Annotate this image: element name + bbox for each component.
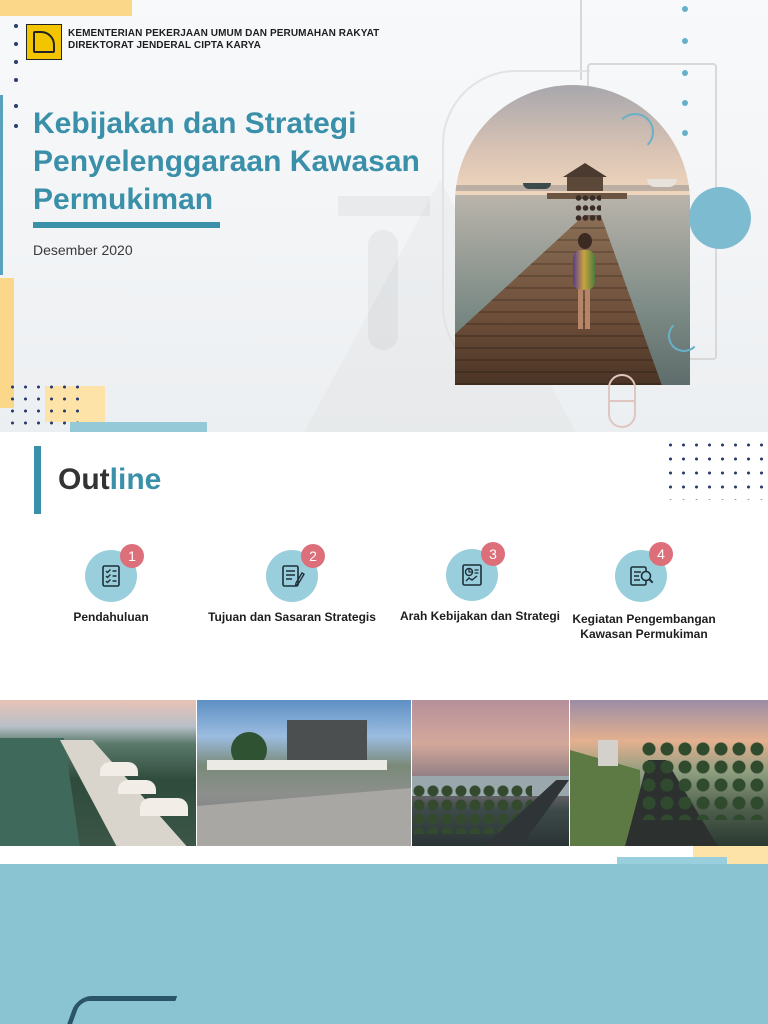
outline-item-1-label[interactable]: Pendahuluan (73, 610, 149, 624)
outline-slide (0, 432, 768, 864)
bottom-right-blue-bar (617, 857, 727, 864)
checklist-icon (96, 561, 126, 591)
render-building (287, 720, 367, 762)
left-blue-line (0, 95, 3, 275)
coastal-road-render (412, 700, 569, 846)
organization-line-1: KEMENTERIAN PEKERJAAN UMUM DAN PERUMAHAN RAKYAT (68, 28, 380, 39)
outline-item-4-label[interactable]: Kegiatan Pengembangan Kawasan Permukiman (572, 612, 716, 641)
decor-vertical-line (580, 0, 582, 80)
logo-mark (33, 31, 55, 53)
background-figure-watermark (368, 230, 398, 350)
boulevard-render (570, 700, 768, 846)
organization-line-2: DIREKTORAT JENDERAL CIPTA KARYA (68, 40, 261, 51)
decor-ring (616, 113, 654, 151)
dot (14, 104, 18, 108)
top-yellow-bar (0, 0, 132, 16)
pier-photo (455, 85, 690, 385)
dot-grid-right (664, 438, 768, 500)
document-pen-icon (277, 561, 307, 591)
hut-roof (563, 163, 607, 177)
render-building (598, 740, 618, 766)
decor-ring (668, 320, 700, 352)
cover-date: Desember 2020 (33, 242, 133, 258)
document-search-icon (626, 561, 656, 591)
people-on-pier (575, 193, 601, 223)
child-head (578, 233, 592, 249)
child-running (573, 250, 595, 290)
report-chart-icon (457, 560, 487, 590)
boat (647, 179, 677, 187)
outline-item-2-badge: 2 (301, 544, 325, 568)
outline-item-3-badge: 3 (481, 542, 505, 566)
title-line-2: Penyelenggaraan Kawasan (33, 145, 420, 178)
render-tent (118, 780, 156, 794)
boat (523, 183, 551, 189)
render-tent (140, 798, 188, 816)
plaza-render (197, 700, 411, 846)
dot (14, 60, 18, 64)
cover-title (33, 105, 433, 219)
pupr-logo-icon (26, 24, 62, 60)
waterfront-promenade-render (0, 700, 196, 846)
dot (14, 42, 18, 46)
child-legs (578, 289, 590, 329)
render-canopy (207, 760, 387, 770)
dot (14, 124, 18, 128)
title-line-3: Permukiman (33, 183, 214, 216)
dot (682, 38, 688, 44)
outline-title-part1: Out (58, 463, 110, 496)
outline-item-2-label[interactable]: Tujuan dan Sasaran Strategis (208, 610, 376, 624)
next-slide-partial (0, 864, 768, 1024)
cover-slide (0, 0, 768, 432)
dot (14, 24, 18, 28)
render-palms (640, 740, 768, 820)
dot (682, 6, 688, 12)
blue-bottom-bar (70, 422, 207, 432)
dot (14, 78, 18, 82)
title-underline (33, 222, 220, 228)
outline-title-part2: line (109, 463, 162, 496)
outline-title (58, 463, 161, 497)
render-plaza (197, 788, 411, 846)
decor-pill-line (608, 400, 636, 402)
outline-item-4-badge: 4 (649, 542, 673, 566)
title-line-1: Kebijakan dan Strategi (33, 107, 357, 140)
decor-teal-circle (689, 187, 751, 249)
decor-corner-line (63, 996, 178, 1024)
outline-accent-bar (34, 446, 41, 514)
render-tent (100, 762, 138, 776)
outline-item-3-label[interactable]: Arah Kebijakan dan Strategi (399, 609, 561, 623)
organization-name (68, 28, 379, 52)
outline-item-1-badge: 1 (120, 544, 144, 568)
hut (567, 177, 603, 191)
